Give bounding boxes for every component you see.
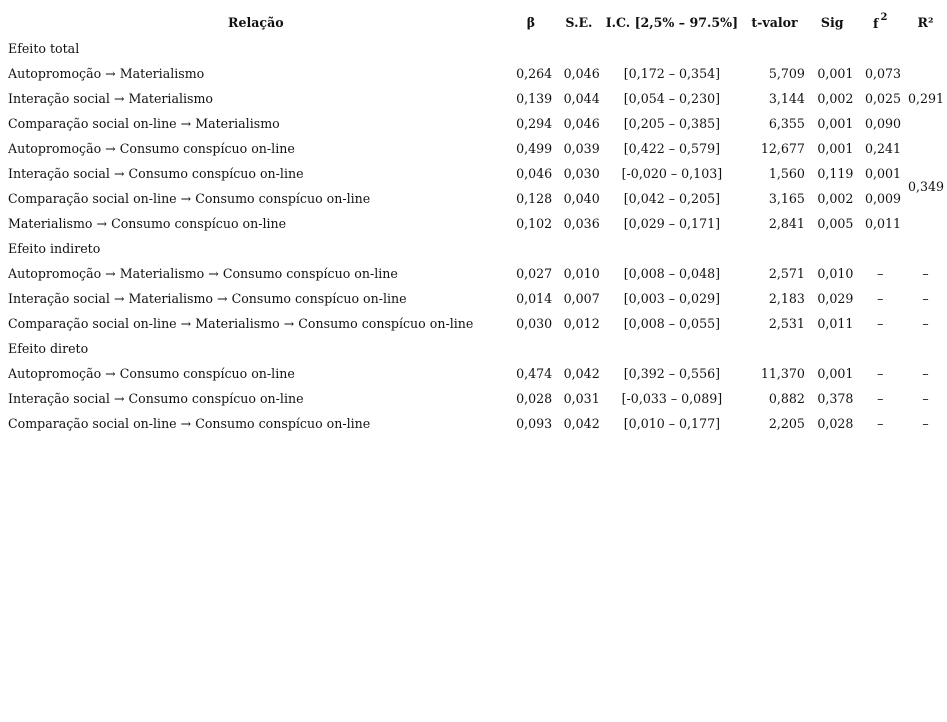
table-row (5, 386, 947, 411)
cell-r2: – (922, 416, 929, 432)
cell-sig: 0,002 (817, 191, 854, 207)
cell-t-valor: 3,144 (768, 91, 805, 107)
cell-sig: 0,002 (817, 91, 854, 107)
cell-beta: 0,046 (516, 166, 553, 182)
cell-t-valor: 3,165 (768, 191, 805, 207)
cell-t-valor: 2,531 (768, 316, 805, 332)
cell-t-valor: 2,571 (768, 266, 805, 282)
section-row (5, 36, 947, 61)
cell-t-valor: 2,841 (768, 216, 805, 232)
table-row (5, 161, 947, 186)
cell-r2-materialismo: 0,291 (907, 91, 944, 107)
table-row (5, 311, 947, 336)
header-relacao: Relação (228, 14, 284, 30)
cell-sig: 0,011 (817, 316, 854, 332)
cell-f2: 0,011 (864, 216, 902, 232)
cell-relacao: Autopromoção → Materialismo (8, 66, 205, 82)
cell-beta: 0,027 (516, 266, 553, 282)
cell-f2: 0,090 (864, 116, 902, 132)
cell-sig: 0,010 (817, 266, 854, 282)
cell-f2: – (877, 366, 884, 382)
cell-relacao: Comparação social on-line → Materialismo (8, 116, 280, 132)
header-f2 (856, 8, 904, 36)
cell-ic: [0,042 – 0,205] (623, 191, 721, 207)
cell-beta: 0,128 (516, 191, 553, 207)
cell-se: 0,012 (563, 316, 600, 332)
cell-relacao: Comparação social on-line → Materialismo → Consumo conspícuo on-line (8, 316, 474, 332)
cell-t-valor: 1,560 (768, 166, 805, 182)
table-row (5, 111, 947, 136)
cell-ic: [0,054 – 0,230] (623, 91, 721, 107)
cell-f2: 0,001 (864, 166, 902, 182)
table-row (5, 136, 947, 161)
cell-beta: 0,030 (516, 316, 553, 332)
cell-r2-consumo: 0,349 (907, 178, 944, 194)
cell-r2: – (922, 291, 929, 307)
cell-relacao: Comparação social on-line → Consumo conspícuo on-line (8, 191, 371, 207)
cell-t-valor: 12,677 (760, 141, 805, 157)
section-row (5, 236, 947, 261)
section-title: Efeito indireto (8, 241, 101, 257)
cell-relacao: Interação social → Materialismo → Consumo conspícuo on-line (8, 291, 407, 307)
cell-sig: 0,119 (817, 166, 854, 182)
cell-beta: 0,264 (516, 66, 553, 82)
cell-r2: – (922, 391, 929, 407)
cell-se: 0,046 (563, 66, 600, 82)
cell-f2: – (877, 316, 884, 332)
cell-sig: 0,029 (817, 291, 854, 307)
cell-beta: 0,294 (516, 116, 553, 132)
cell-relacao: Interação social → Materialismo (8, 91, 214, 107)
section-title: Efeito direto (8, 341, 89, 357)
cell-se: 0,010 (563, 266, 600, 282)
cell-relacao: Autopromoção → Consumo conspícuo on-line (8, 366, 295, 382)
cell-relacao: Autopromoção → Materialismo → Consumo conspícuo on-line (8, 266, 398, 282)
cell-t-valor: 2,183 (768, 291, 805, 307)
header-se: S.E. (565, 14, 593, 30)
header-t-valor: t-valor (751, 14, 798, 30)
cell-beta: 0,028 (516, 391, 553, 407)
table-row (5, 361, 947, 386)
cell-f2: 0,073 (864, 66, 902, 82)
cell-relacao: Comparação social on-line → Consumo conspícuo on-line (8, 416, 371, 432)
header-beta: β (526, 14, 536, 30)
cell-sig: 0,005 (817, 216, 854, 232)
cell-beta: 0,139 (516, 91, 553, 107)
table-row (5, 286, 947, 311)
cell-se: 0,007 (563, 291, 600, 307)
cell-se: 0,031 (563, 391, 600, 407)
cell-f2: 0,241 (864, 141, 902, 157)
cell-se: 0,046 (563, 116, 600, 132)
cell-se: 0,039 (563, 141, 600, 157)
cell-se: 0,042 (563, 366, 600, 382)
cell-t-valor: 11,370 (760, 366, 805, 382)
cell-f2: – (877, 291, 884, 307)
cell-r2: – (922, 266, 929, 282)
cell-f2: – (877, 391, 884, 407)
cell-sig: 0,001 (817, 116, 854, 132)
cell-beta: 0,474 (516, 366, 553, 382)
header-sig: Sig (820, 14, 844, 30)
cell-r2: – (922, 316, 929, 332)
header-r2: R² (917, 14, 934, 30)
cell-se: 0,042 (563, 416, 600, 432)
cell-se: 0,036 (563, 216, 600, 232)
cell-ic: [0,010 – 0,177] (623, 416, 721, 432)
cell-f2: – (877, 266, 884, 282)
cell-beta: 0,499 (516, 141, 553, 157)
table-row (5, 211, 947, 236)
cell-t-valor: 2,205 (768, 416, 805, 432)
cell-sig: 0,001 (817, 66, 854, 82)
results-table (5, 8, 947, 436)
cell-sig: 0,378 (817, 391, 854, 407)
table-row (5, 261, 947, 286)
table-row (5, 186, 947, 211)
cell-relacao: Interação social → Consumo conspícuo on-line (8, 391, 304, 407)
cell-se: 0,030 (563, 166, 600, 182)
cell-beta: 0,102 (516, 216, 553, 232)
cell-ic: [0,003 – 0,029] (623, 291, 721, 307)
cell-relacao: Interação social → Consumo conspícuo on-line (8, 166, 304, 182)
cell-se: 0,044 (563, 91, 600, 107)
table-row (5, 61, 947, 86)
cell-f2: 0,025 (864, 91, 902, 107)
cell-ic: [0,008 – 0,055] (623, 316, 721, 332)
cell-r2: – (922, 366, 929, 382)
table-row (5, 411, 947, 436)
header-ic: I.C. [2,5% – 97.5%] (605, 14, 739, 30)
header-f2-base: f (873, 16, 879, 32)
cell-sig: 0,001 (817, 366, 854, 382)
cell-relacao: Autopromoção → Consumo conspícuo on-line (8, 141, 295, 157)
cell-t-valor: 5,709 (768, 66, 805, 82)
section-row (5, 336, 947, 361)
cell-t-valor: 6,355 (768, 116, 805, 132)
header-row (5, 8, 947, 36)
table-row (5, 86, 947, 111)
cell-sig: 0,001 (817, 141, 854, 157)
cell-beta: 0,014 (516, 291, 553, 307)
cell-ic: [-0,020 – 0,103] (621, 166, 723, 182)
cell-ic: [0,008 – 0,048] (623, 266, 721, 282)
cell-ic: [0,172 – 0,354] (623, 66, 721, 82)
cell-ic: [0,205 – 0,385] (623, 116, 721, 132)
cell-f2: 0,009 (864, 191, 902, 207)
cell-ic: [0,422 – 0,579] (623, 141, 721, 157)
cell-ic: [-0,033 – 0,089] (621, 391, 723, 407)
cell-beta: 0,093 (516, 416, 553, 432)
cell-relacao: Materialismo → Consumo conspícuo on-line (8, 216, 287, 232)
cell-ic: [0,392 – 0,556] (623, 366, 721, 382)
cell-se: 0,040 (563, 191, 600, 207)
cell-ic: [0,029 – 0,171] (623, 216, 721, 232)
cell-sig: 0,028 (817, 416, 854, 432)
cell-f2: – (877, 416, 884, 432)
section-title: Efeito total (8, 41, 80, 57)
cell-t-valor: 0,882 (768, 391, 805, 407)
header-f2-superscript: 2 (880, 12, 888, 23)
